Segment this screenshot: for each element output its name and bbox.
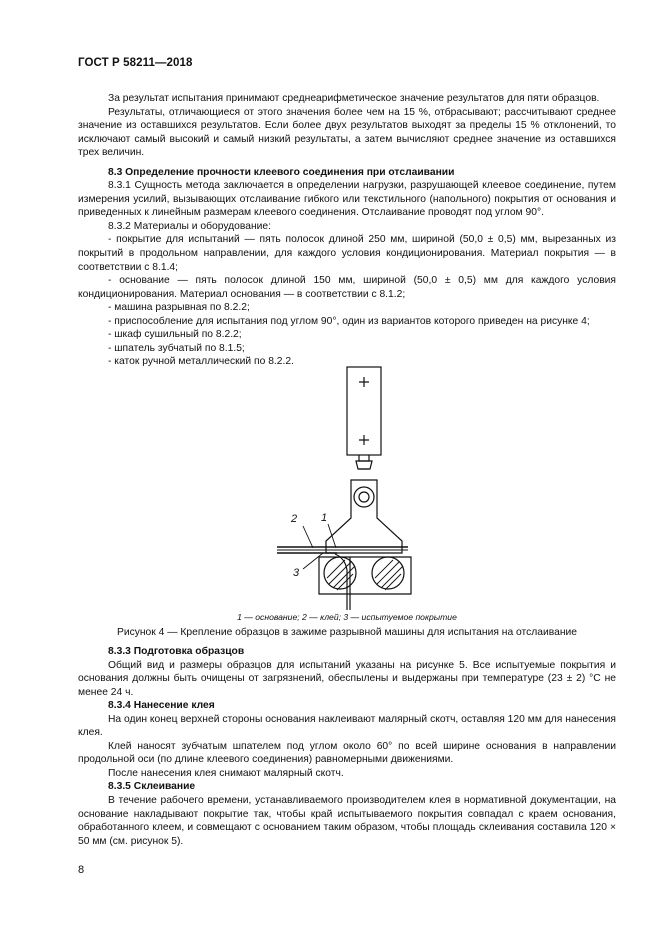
paragraph: - основание — пять полосок длиной 150 мм, шириной (50,0 ± 0,5) мм для каждого условия кондиционирования. Материал основания — в соответствии с 8.1.2; bbox=[78, 275, 616, 300]
paragraph: Общий вид и размеры образцов для испытаний указаны на рисунке 5. Все испытуемые покрытия и основания должны быть очищены от загрязнений, обеспылены и выдержаны при температуре (23 ± 2) °С не менее 24 ч. bbox=[78, 659, 616, 698]
paragraph: - покрытие для испытаний — пять полосок длиной 250 мм, шириной (50,0 ± 0,5) мм, вырезанных из покрытий в продольном направлении, для каждого условия кондиционирования. Материал покрытия — в соответствии с 8.1.4; bbox=[78, 234, 616, 273]
section-heading: 8.3 Определение прочности клеевого соединения при отслаивании bbox=[108, 166, 455, 178]
page-number: 8 bbox=[78, 864, 85, 876]
text-block-top bbox=[78, 92, 616, 369]
plus-icon bbox=[359, 435, 369, 445]
paragraph: Клей наносят зубчатым шпателем под углом около 60° по всей ширине основания в направлении продольной оси (по длине клеевого соединения) равномерными движениями. bbox=[78, 740, 616, 766]
grip-neck bbox=[359, 455, 369, 461]
label-3: 3 bbox=[293, 567, 300, 579]
paragraph: - машина разрывная по 8.2.2; bbox=[108, 302, 250, 314]
label-1: 1 bbox=[321, 512, 328, 524]
paragraph: - шпатель зубчатый по 8.1.5; bbox=[108, 342, 245, 354]
paragraph: Результаты, отличающиеся от этого значения более чем на 15 %, отбрасывают; рассчитывают среднее значение из оставшихся результатов. Если более двух результатов выходят за пределы 15 % отклонений, то исключают самый высокий и самый низкий результаты, а затем вычисляют среднее значение из оставшихся трех величин. bbox=[78, 106, 616, 159]
roller-housing bbox=[319, 557, 411, 594]
section-heading: 8.3.5 Склеивание bbox=[108, 781, 196, 793]
text-block-bottom bbox=[78, 645, 616, 848]
paragraph: 8.3.1 Сущность метода заключается в определении нагрузки, разрушающей клеевое соединение, путем измерения усилий, вызывающих отслаивание гибкого или текстильного (напольного) покрытия от основания и приведенных к линейным размерам клеевого соединения. Отслаивание проводят под углом 90°. bbox=[78, 180, 616, 219]
figure-legend: 1 — основание; 2 — клей; 3 — испытуемое покрытие bbox=[237, 612, 457, 622]
clamp-pin bbox=[354, 487, 374, 507]
paragraph: 8.3.2 Материалы и оборудование: bbox=[108, 220, 271, 232]
plus-icon bbox=[359, 377, 369, 387]
section-heading: 8.3.3 Подготовка образцов bbox=[108, 646, 245, 657]
figure-caption: Рисунок 4 — Крепление образцов в зажиме разрывной машины для испытания на отслаивание bbox=[116, 627, 578, 638]
paragraph: - шкаф сушильный по 8.2.2; bbox=[108, 329, 242, 341]
figure-clamp-diagram bbox=[255, 364, 435, 614]
label-2: 2 bbox=[291, 513, 298, 525]
section-heading: 8.3.4 Нанесение клея bbox=[108, 700, 215, 712]
paragraph: - каток ручной металлический по 8.2.2. bbox=[108, 356, 294, 368]
paragraph: За результат испытания принимают среднеарифметическое значение результатов для пяти образцов. bbox=[108, 93, 600, 104]
paragraph: - приспособление для испытания под углом 90°, один из вариантов которого приведен на рисунке 4; bbox=[108, 315, 590, 327]
paragraph: На один конец верхней стороны основания наклеивают малярный скотч, оставляя 120 мм для нанесения клея. bbox=[78, 713, 616, 739]
clamp-body bbox=[326, 480, 402, 553]
paragraph: После нанесения клея снимают малярный скотч. bbox=[108, 767, 344, 779]
paragraph: В течение рабочего времени, устанавливаемого производителем клея в нормативной документации, на основание накладывают покрытие так, чтобы край испытываемого покрытия совпадал с краем основания, обработанного клеем, и совмещают с основанием таким образом, чтобы площадь склеивания составила 120 × 50 мм (см. рисунок 5). bbox=[78, 795, 616, 847]
document-id: ГОСТ Р 58211—2018 bbox=[78, 57, 193, 69]
